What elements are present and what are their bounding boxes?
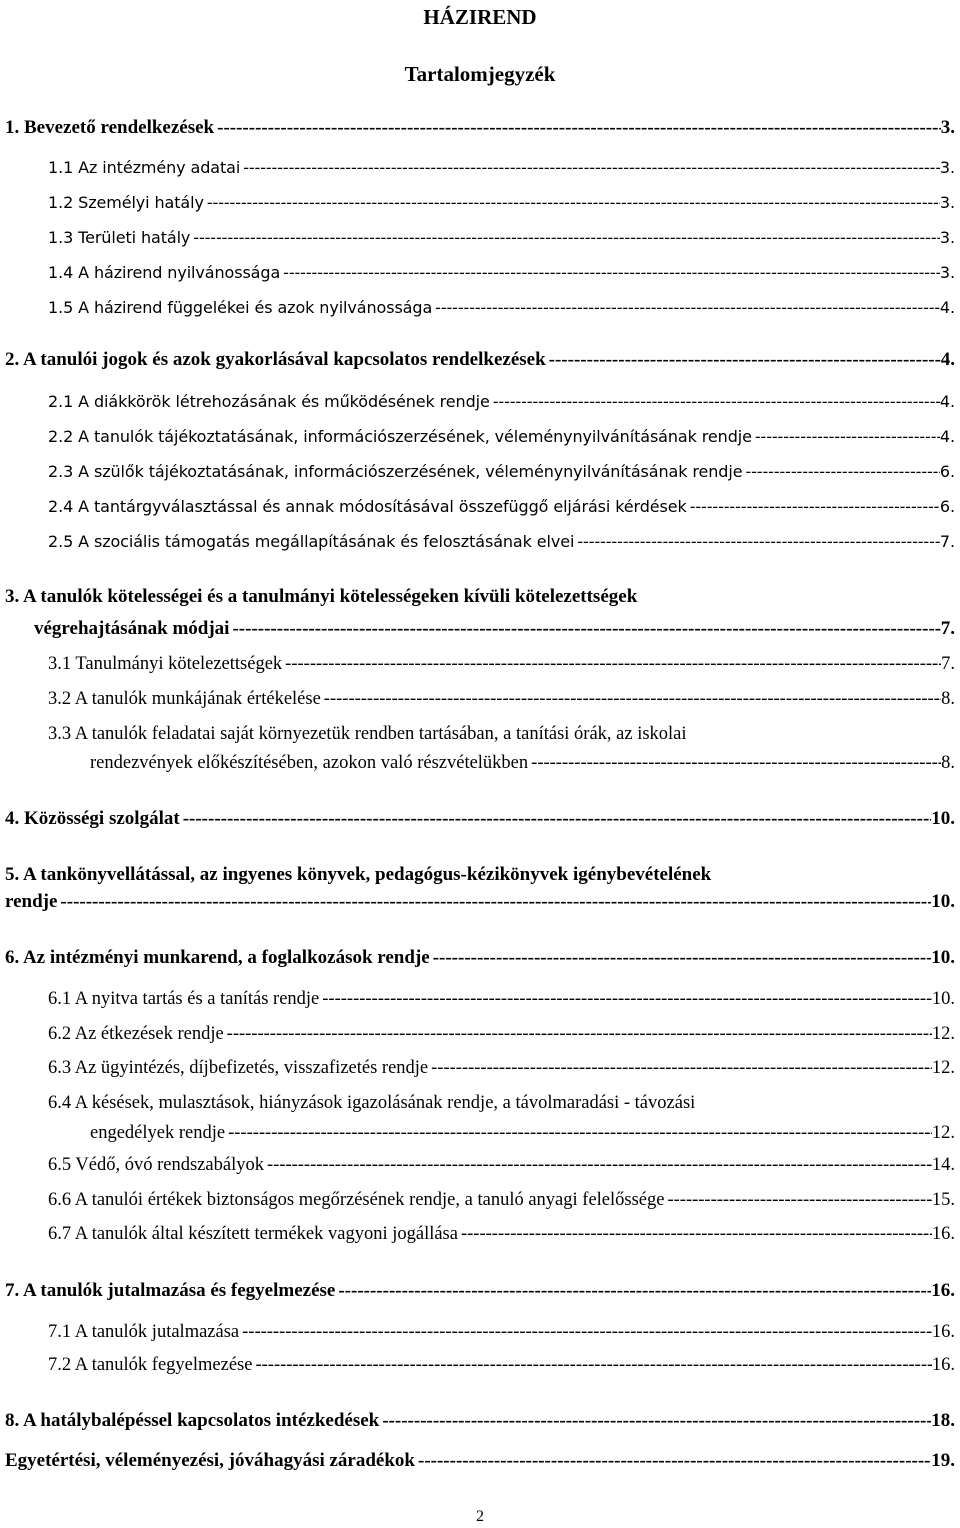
toc-entry-label: 2.5 A szociális támogatás megállapításának és felosztásának elvei [48,532,575,551]
toc-page-number: 16. [931,1355,955,1375]
toc-page-number: 8. [941,689,955,709]
toc-page-number: 7. [939,532,955,551]
toc-entry-label: 8. A hatálybalépéssel kapcsolatos intézkedések [5,1410,380,1431]
toc-page-number: 10. [931,891,955,912]
toc-leader [742,459,939,485]
toc-entry-label: 2.1 A diákkörök létrehozásának és működésének rendje [48,392,490,411]
toc-page-number: 4. [939,427,955,446]
toc-leader [687,494,940,520]
toc-page-number: 7. [941,654,955,674]
toc-page-number: 19. [931,1450,955,1471]
toc-entry-clauses[interactable] [5,1448,955,1474]
toc-entry-label: 2.2 A tanulók tájékoztatásának, információszerzésének, véleménynyilvánításának rendje [48,427,752,446]
toc-entry-3-1[interactable] [48,651,955,677]
toc-entry-5-line1[interactable]: 5. A tankönyvellátással, az ingyenes könyvek, pedagógus-kézikönyvek igénybevételének [5,864,712,885]
toc-leader [240,155,940,181]
toc-entry-6-2[interactable] [48,1021,955,1047]
toc-entry-label: 1.5 A házirend függelékei és azok nyilvánossága [48,298,433,317]
toc-page-number: 3. [939,193,955,212]
toc-page-number: 7. [940,618,955,639]
toc-page-number: 10. [931,989,955,1009]
toc-page-number: 4. [940,349,955,370]
toc-entry-3-2[interactable] [48,686,955,712]
toc-entry-label: 7.1 A tanulók jutalmazása [48,1322,240,1342]
toc-entry-label: 1.4 A házirend nyilvánossága [48,263,281,282]
toc-entry-3-line1[interactable]: 3. A tanulók kötelességei és a tanulmányi kötelességeken kívüli kötelezettségek [5,586,638,607]
toc-entry-6[interactable] [5,945,955,971]
toc-page-number: 3. [939,228,955,247]
toc-leader [229,616,940,642]
toc-leader [225,1120,932,1146]
toc-entry-2[interactable] [5,347,955,373]
toc-entry-6-7[interactable] [48,1221,955,1247]
toc-entry-3-3-line1[interactable]: 3.3 A tanulók feladatai saját környezetük rendben tartásában, a tanítási órák, az iskolai [48,724,687,744]
toc-entry-label: engedélyek rendje [90,1123,226,1143]
toc-page-number: 10. [931,808,955,829]
toc-entry-1-4[interactable] [48,260,955,286]
toc-page-number: 3. [939,263,955,282]
toc-entry-6-3[interactable] [48,1055,955,1081]
toc-leader [664,1187,931,1213]
toc-entry-label: 6.7 A tanulók által készített termékek vagyoni jogállása [48,1224,458,1244]
toc-leader [321,686,941,712]
toc-entry-label: 2.3 A szülők tájékoztatásának, információszerzésének, véleménynyilvánításának rendje [48,462,743,481]
toc-entry-label: 6. Az intézményi munkarend, a foglalkozások rendje [5,947,430,968]
toc-leader [264,1152,932,1178]
toc-entry-label: rendezvények előkészítésében, azokon való részvételükben [90,753,529,773]
toc-page-number: 18. [931,1410,955,1431]
toc-page-number: 16. [931,1322,955,1342]
toc-leader [190,225,940,251]
toc-entry-6-4-line1[interactable]: 6.4 A késések, mulasztások, hiányzások igazolásának rendje, a távolmaradási - távozási [48,1093,696,1113]
toc-entry-6-4[interactable] [90,1120,955,1146]
toc-entry-label: 6.6 A tanulói értékek biztonságos megőrzésének rendje, a tanuló anyagi felelőssége [48,1190,665,1210]
toc-entry-1-1[interactable] [48,155,955,181]
toc-entry-label: rendje [5,891,58,912]
toc-leader [252,1352,931,1378]
toc-leader [204,190,940,216]
toc-page-number: 6. [939,497,955,516]
toc-entry-label: 3.2 A tanulók munkájának értékelése [48,689,321,709]
toc-entry-label: 6.2 Az étkezések rendje [48,1024,224,1044]
page-number: 2 [476,1508,484,1525]
toc-entry-6-5[interactable] [48,1152,955,1178]
toc-leader [428,1055,932,1081]
toc-leader [282,651,941,677]
toc-leader [224,1021,932,1047]
toc-leader [490,389,940,415]
toc-leader [430,945,932,971]
toc-entry-1[interactable] [5,115,955,141]
toc-page-number: 15. [931,1190,955,1210]
toc-entry-1-2[interactable] [48,190,955,216]
toc-leader [432,295,940,321]
toc-leader [214,115,941,141]
toc-page-number: 16. [931,1280,955,1301]
toc-leader [752,424,940,450]
toc-entry-label: 1.1 Az intézmény adatai [48,158,241,177]
toc-entry-label: 7.2 A tanulók fegyelmezése [48,1355,253,1375]
toc-page-number: 10. [931,947,955,968]
toc-entry-2-3[interactable] [48,459,955,485]
toc-entry-3-3[interactable] [90,750,955,776]
toc-page-number: 16. [931,1224,955,1244]
toc-leader [379,1408,931,1434]
toc-title: Tartalomjegyzék [404,62,556,86]
toc-page-number: 4. [939,392,955,411]
toc-page-number: 4. [939,298,955,317]
toc-page-number: 3. [940,117,955,138]
toc-leader [180,806,932,832]
toc-leader [57,889,931,915]
toc-leader [574,529,940,555]
toc-entry-7-2[interactable] [48,1352,955,1378]
toc-entry-4[interactable] [5,806,955,832]
toc-entry-label: 2.4 A tantárgyválasztással és annak módosításával összefüggő eljárási kérdések [48,497,687,516]
toc-entry-2-1[interactable] [48,389,955,415]
toc-entry-label: 7. A tanulók jutalmazása és fegyelmezése [5,1280,336,1301]
toc-page-number: 6. [939,462,955,481]
toc-page-number: 14. [931,1155,955,1175]
toc-entry-1-5[interactable] [48,295,955,321]
document-title: HÁZIREND [423,5,537,29]
toc-entry-8[interactable] [5,1408,955,1434]
toc-entry-label: 2. A tanulói jogok és azok gyakorlásával kapcsolatos rendelkezések [5,349,546,370]
toc-entry-label: 3.1 Tanulmányi kötelezettségek [48,654,283,674]
toc-entry-3[interactable] [34,616,955,642]
toc-leader [528,750,941,776]
toc-entry-7[interactable] [5,1278,955,1304]
toc-leader [239,1319,932,1345]
toc-page-number: 8. [941,753,955,773]
toc-entry-label: Egyetértési, véleményezési, jóváhagyási záradékok [5,1450,415,1471]
toc-entry-1-3[interactable] [48,225,955,251]
toc-page-number: 12. [931,1024,955,1044]
toc-entry-label: végrehajtásának módjai [34,618,230,639]
toc-entry-label: 6.5 Védő, óvó rendszabályok [48,1155,264,1175]
toc-entry-2-5[interactable] [48,529,955,555]
toc-entry-7-1[interactable] [48,1319,955,1345]
toc-leader [280,260,940,286]
toc-entry-2-2[interactable] [48,424,955,450]
toc-entry-label: 1.2 Személyi hatály [48,193,204,212]
toc-entry-5[interactable] [5,889,955,915]
toc-entry-label: 6.3 Az ügyintézés, díjbefizetés, visszafizetés rendje [48,1058,429,1078]
toc-entry-2-4[interactable] [48,494,955,520]
toc-entry-label: 1. Bevezető rendelkezések [5,117,215,138]
toc-entry-label: 1.3 Területi hatály [48,228,191,247]
toc-entry-6-6[interactable] [48,1187,955,1213]
toc-entry-label: 4. Közösségi szolgálat [5,808,180,829]
toc-entry-label: 6.1 A nyitva tartás és a tanítás rendje [48,989,320,1009]
toc-leader [415,1448,931,1474]
toc-entry-6-1[interactable] [48,986,955,1012]
toc-page-number: 12. [931,1123,955,1143]
toc-page-number: 3. [939,158,955,177]
toc-leader [458,1221,932,1247]
toc-leader [319,986,932,1012]
toc-leader [546,347,941,373]
toc-page-number: 12. [931,1058,955,1078]
toc-leader [335,1278,931,1304]
